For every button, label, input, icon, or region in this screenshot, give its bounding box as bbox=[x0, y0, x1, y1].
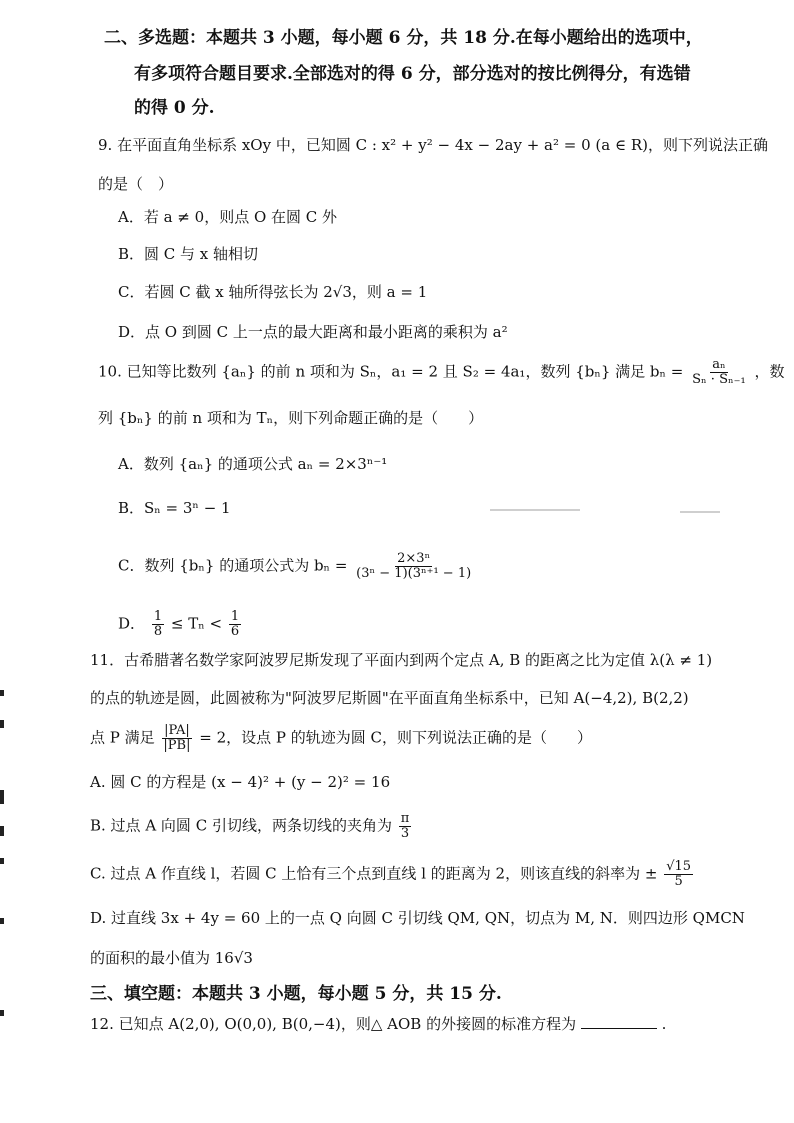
q11-stem-line3 bbox=[90, 724, 592, 753]
q10-b-fraction bbox=[690, 358, 748, 387]
q11-option-b-num: π bbox=[400, 811, 410, 826]
q10-option-d-frac1 bbox=[152, 610, 164, 639]
q12-stem-text: 12. 已知点 A(2,0), O(0,0), B(0,−4)，则△ AOB 的外接圆的标准方程为 bbox=[90, 1015, 577, 1033]
q10-option-d-frac1-num: 1 bbox=[153, 609, 163, 624]
q11-option-d-line1: D. 过直线 3x + 4y = 60 上的一点 Q 向圆 C 引切线 QM, QN，切点为 M, N．则四边形 QMCN bbox=[90, 909, 745, 927]
q12-answer-blank bbox=[581, 1014, 657, 1029]
section3-heading: 三、填空题：本题共 3 小题，每小题 5 分，共 15 分. bbox=[90, 984, 502, 1004]
q9-stem-line1: 9. 在平面直角坐标系 xOy 中，已知圆 C : x² + y² − 4x − 2ay + a² = 0 (a ∈ R)，则下列说法正确 bbox=[98, 136, 768, 154]
q10-b-frac-num: aₙ bbox=[712, 357, 726, 372]
scan-smudge bbox=[490, 509, 580, 511]
q10-option-c-num: 2×3ⁿ bbox=[397, 551, 431, 566]
section2-line1: 二、多选题：本题共 3 小题，每小题 6 分，共 18 分.在每小题给出的选项中， bbox=[104, 28, 703, 48]
q10-stem-line1-tail: ，数 bbox=[754, 362, 785, 381]
binding-mark bbox=[0, 790, 4, 804]
q10-stem-line1 bbox=[98, 358, 784, 387]
q11-stem-line3-text: 点 P 满足 bbox=[90, 728, 155, 747]
binding-mark bbox=[0, 918, 4, 924]
q9-option-a: A．若 a ≠ 0，则点 O 在圆 C 外 bbox=[118, 208, 338, 226]
q9-option-b: B．圆 C 与 x 轴相切 bbox=[118, 245, 259, 263]
q10-stem-line2: 列 {bₙ} 的前 n 项和为 Tₙ，则下列命题正确的是（ ） bbox=[98, 409, 484, 427]
q10-option-b: B．Sₙ = 3ⁿ − 1 bbox=[118, 499, 231, 517]
q10-option-a: A．数列 {aₙ} 的通项公式 aₙ = 2×3ⁿ⁻¹ bbox=[118, 455, 388, 473]
q11-option-a: A. 圆 C 的方程是 (x − 4)² + (y − 2)² = 16 bbox=[90, 773, 391, 791]
q10-option-d-label: D． bbox=[118, 614, 146, 633]
binding-mark bbox=[0, 1010, 4, 1016]
q10-option-d-mid: ≤ Tₙ < bbox=[170, 614, 223, 633]
q11-stem-line1: 11．古希腊著名数学家阿波罗尼斯发现了平面内到两个定点 A, B 的距离之比为定值 λ(λ ≠ 1) bbox=[90, 651, 713, 669]
q11-ratio-num: |PA| bbox=[164, 723, 190, 738]
q12-stem bbox=[90, 1014, 666, 1034]
q10-option-c-fraction bbox=[354, 552, 473, 581]
q10-option-d bbox=[118, 610, 243, 639]
q9-stem-line2: 的是（ ） bbox=[98, 175, 174, 193]
q10-option-c-den: (3ⁿ − 1)(3ⁿ⁺¹ − 1) bbox=[356, 566, 472, 581]
q11-ratio-fraction bbox=[161, 724, 192, 753]
q10-option-d-frac2-den: 6 bbox=[230, 624, 240, 639]
q11-option-c-den: 5 bbox=[674, 874, 683, 889]
q10-option-d-frac1-den: 8 bbox=[153, 624, 163, 639]
binding-mark bbox=[0, 690, 4, 696]
section2-line3: 的得 0 分. bbox=[134, 98, 215, 118]
scan-smudge bbox=[680, 511, 720, 513]
q12-stem-period: . bbox=[661, 1015, 667, 1033]
q10-option-d-frac2-num: 1 bbox=[230, 609, 240, 624]
q11-option-c-fraction bbox=[664, 860, 693, 889]
section2-line2: 有多项符合题目要求.全部选对的得 6 分，部分选对的按比例得分，有选错 bbox=[134, 64, 691, 84]
q11-stem-line3-tail: = 2，设点 P 的轨迹为圆 C，则下列说法正确的是（ ） bbox=[199, 728, 593, 747]
q9-option-d: D．点 O 到圆 C 上一点的最大距离和最小距离的乘积为 a² bbox=[118, 323, 508, 341]
q11-option-b-text: B. 过点 A 向圆 C 引切线，两条切线的夹角为 bbox=[90, 816, 392, 835]
q9-option-c: C．若圆 C 截 x 轴所得弦长为 2√3，则 a = 1 bbox=[118, 283, 428, 301]
q11-option-b-fraction bbox=[399, 812, 412, 841]
q10-option-c bbox=[118, 552, 475, 581]
q11-ratio-den: |PB| bbox=[163, 738, 191, 753]
q10-option-c-text: C．数列 {bₙ} 的通项公式为 bₙ = bbox=[118, 556, 348, 575]
q11-option-b bbox=[90, 812, 413, 841]
q11-stem-line2: 的点的轨迹是圆，此圆被称为"阿波罗尼斯圆"在平面直角坐标系中，已知 A(−4,2), B(2,2) bbox=[90, 689, 689, 707]
q11-option-c bbox=[90, 860, 695, 889]
q10-stem-line1-text: 10. 已知等比数列 {aₙ} 的前 n 项和为 Sₙ，a₁ = 2 且 S₂ = 4a₁，数列 {bₙ} 满足 bₙ = bbox=[98, 362, 684, 381]
q10-option-d-frac2 bbox=[229, 610, 241, 639]
q11-option-d-line2: 的面积的最小值为 16√3 bbox=[90, 949, 253, 967]
binding-mark bbox=[0, 720, 4, 728]
q11-option-c-text: C. 过点 A 作直线 l，若圆 C 上恰有三个点到直线 l 的距离为 2，则该直线的斜率为 ± bbox=[90, 864, 658, 883]
q10-b-frac-den: Sₙ · Sₙ₋₁ bbox=[692, 372, 746, 387]
binding-mark bbox=[0, 826, 4, 836]
binding-mark bbox=[0, 858, 4, 864]
q11-option-c-num: √15 bbox=[666, 859, 692, 874]
q11-option-b-den: 3 bbox=[400, 826, 410, 841]
